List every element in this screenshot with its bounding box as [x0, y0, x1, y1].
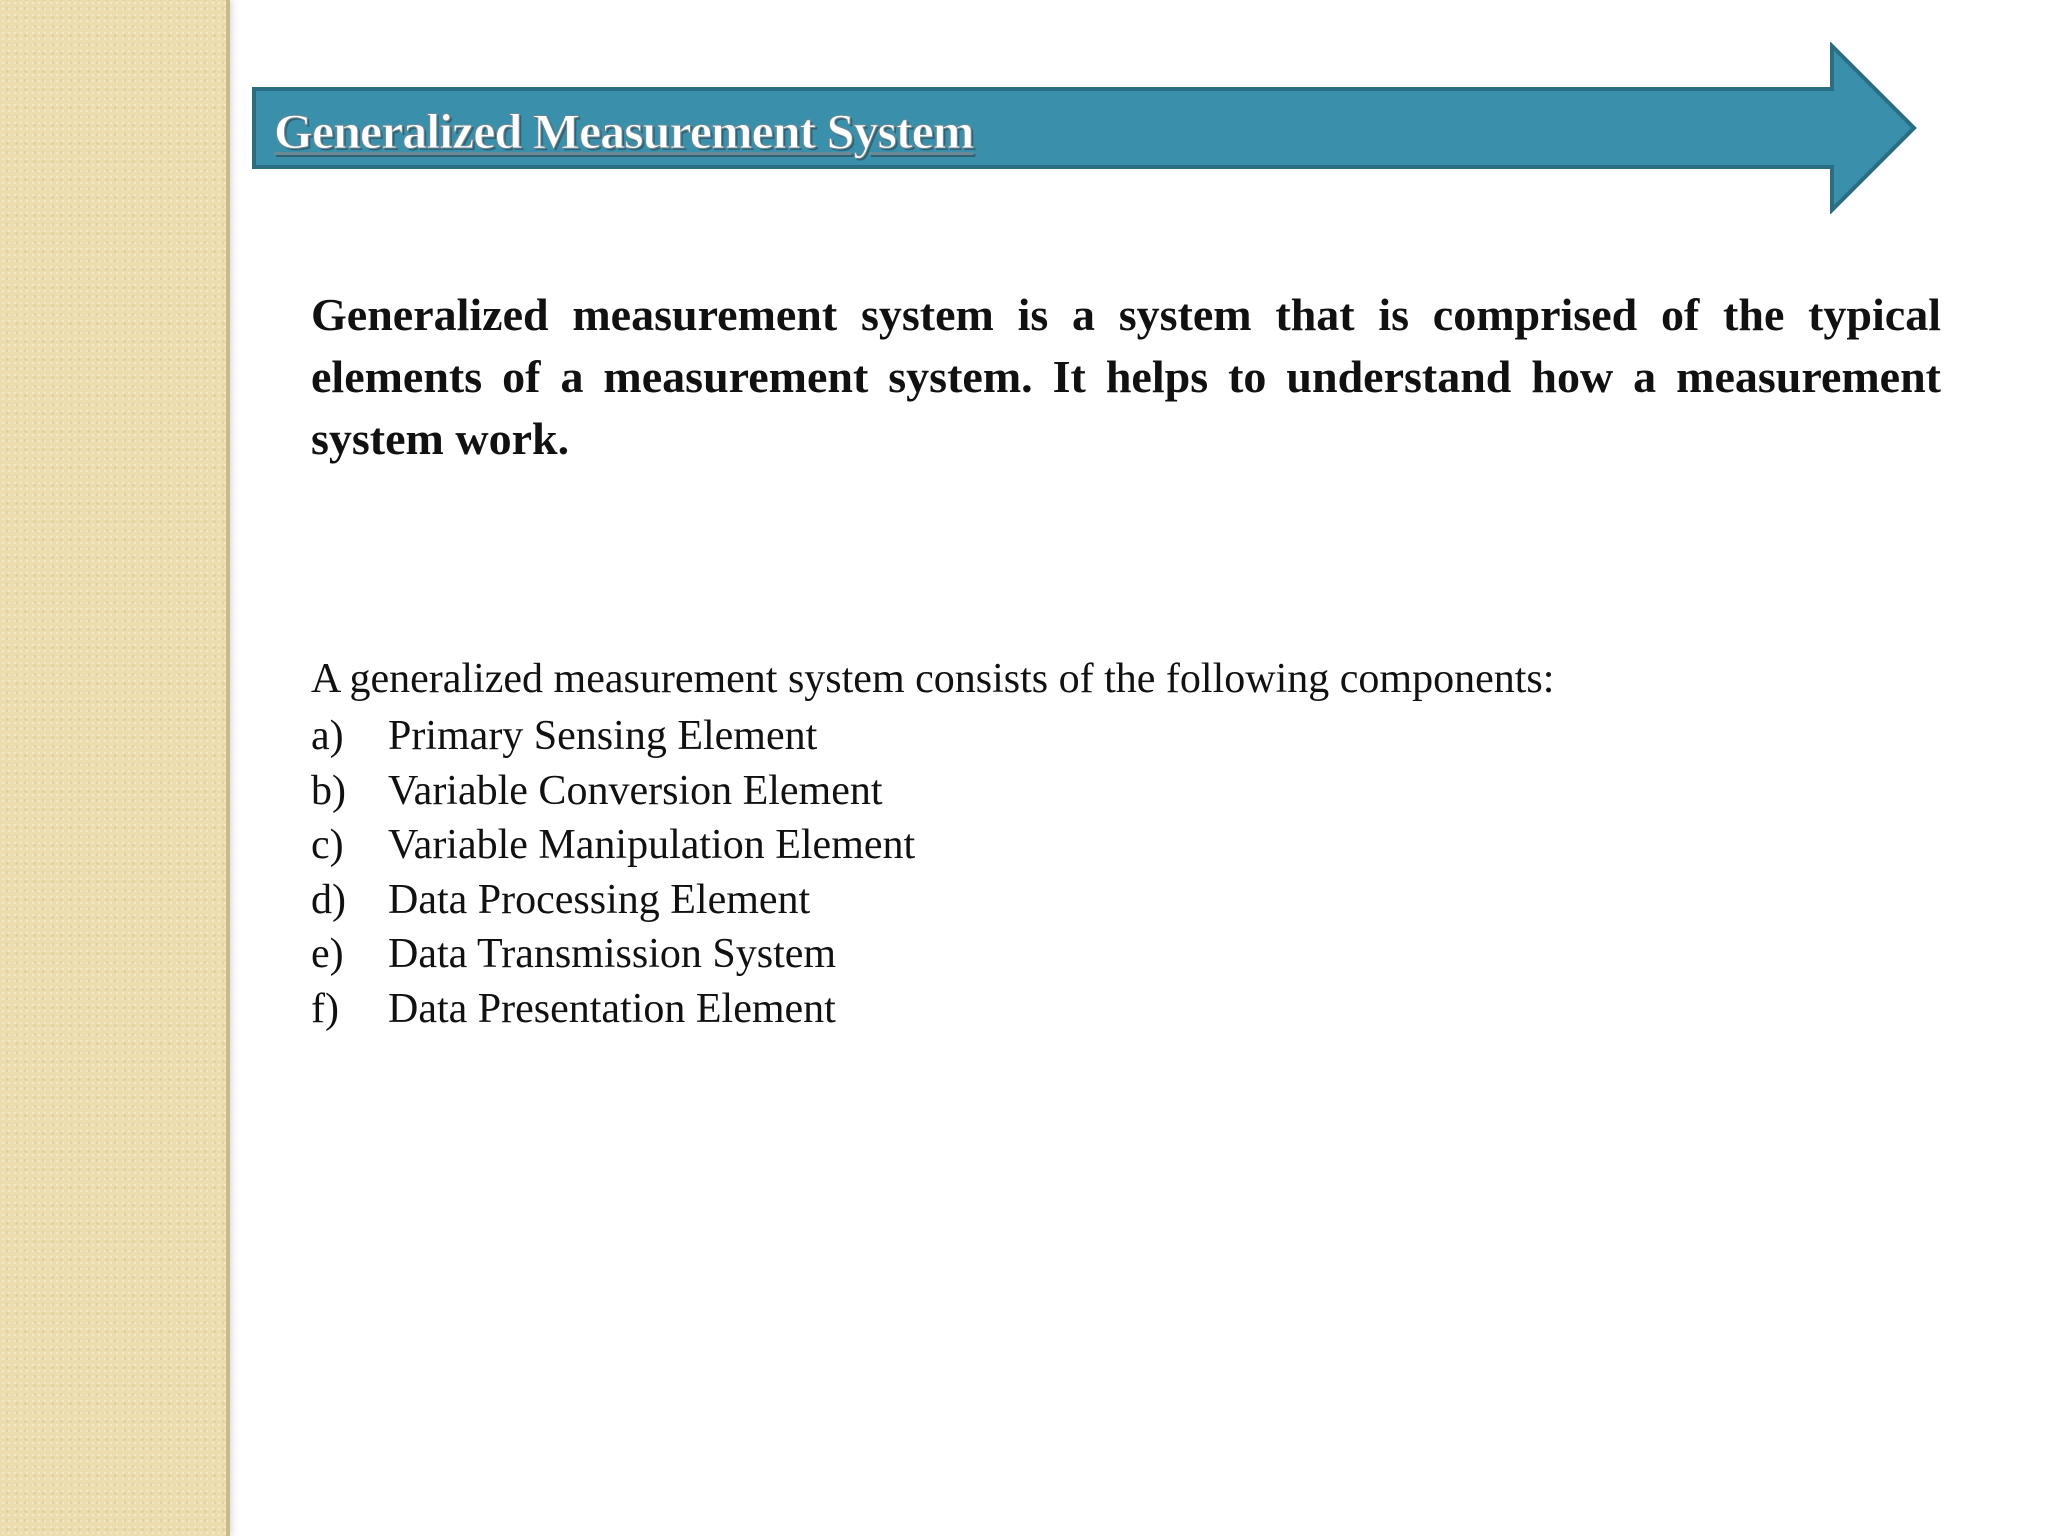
list-item — [311, 818, 1941, 873]
list-item-label: Data Presentation Element — [388, 985, 836, 1032]
component-list — [311, 709, 1941, 1036]
list-item-label: Primary Sensing Element — [388, 713, 818, 759]
list-item-label: Data Processing Element — [388, 876, 811, 923]
list-marker: e) — [311, 931, 344, 977]
list-item-label: Variable Manipulation Element — [388, 822, 916, 868]
list-item — [311, 709, 1941, 764]
slide-title: Generalized Measurement System — [274, 103, 974, 159]
decorative-side-strip — [0, 0, 230, 1536]
intro-paragraph: Generalized measurement system is a system that is comprised of the typical elements of a measurement system. It helps to understand how a measurement system work. — [311, 289, 1941, 464]
list-item — [311, 873, 1941, 928]
list-item-label: Variable Conversion Element — [388, 767, 883, 814]
list-item — [311, 764, 1941, 819]
list-item — [311, 927, 1941, 982]
list-marker: a) — [311, 713, 344, 759]
list-marker: d) — [311, 876, 346, 923]
list-item — [311, 982, 1941, 1037]
title-banner — [250, 42, 1920, 214]
components-section — [311, 650, 1941, 1036]
list-marker: c) — [311, 822, 344, 868]
components-lead-text: A generalized measurement system consists of the following components: — [311, 656, 1555, 702]
list-marker: f) — [311, 985, 339, 1032]
list-marker: b) — [311, 767, 346, 814]
list-item-label: Data Transmission System — [388, 931, 837, 977]
